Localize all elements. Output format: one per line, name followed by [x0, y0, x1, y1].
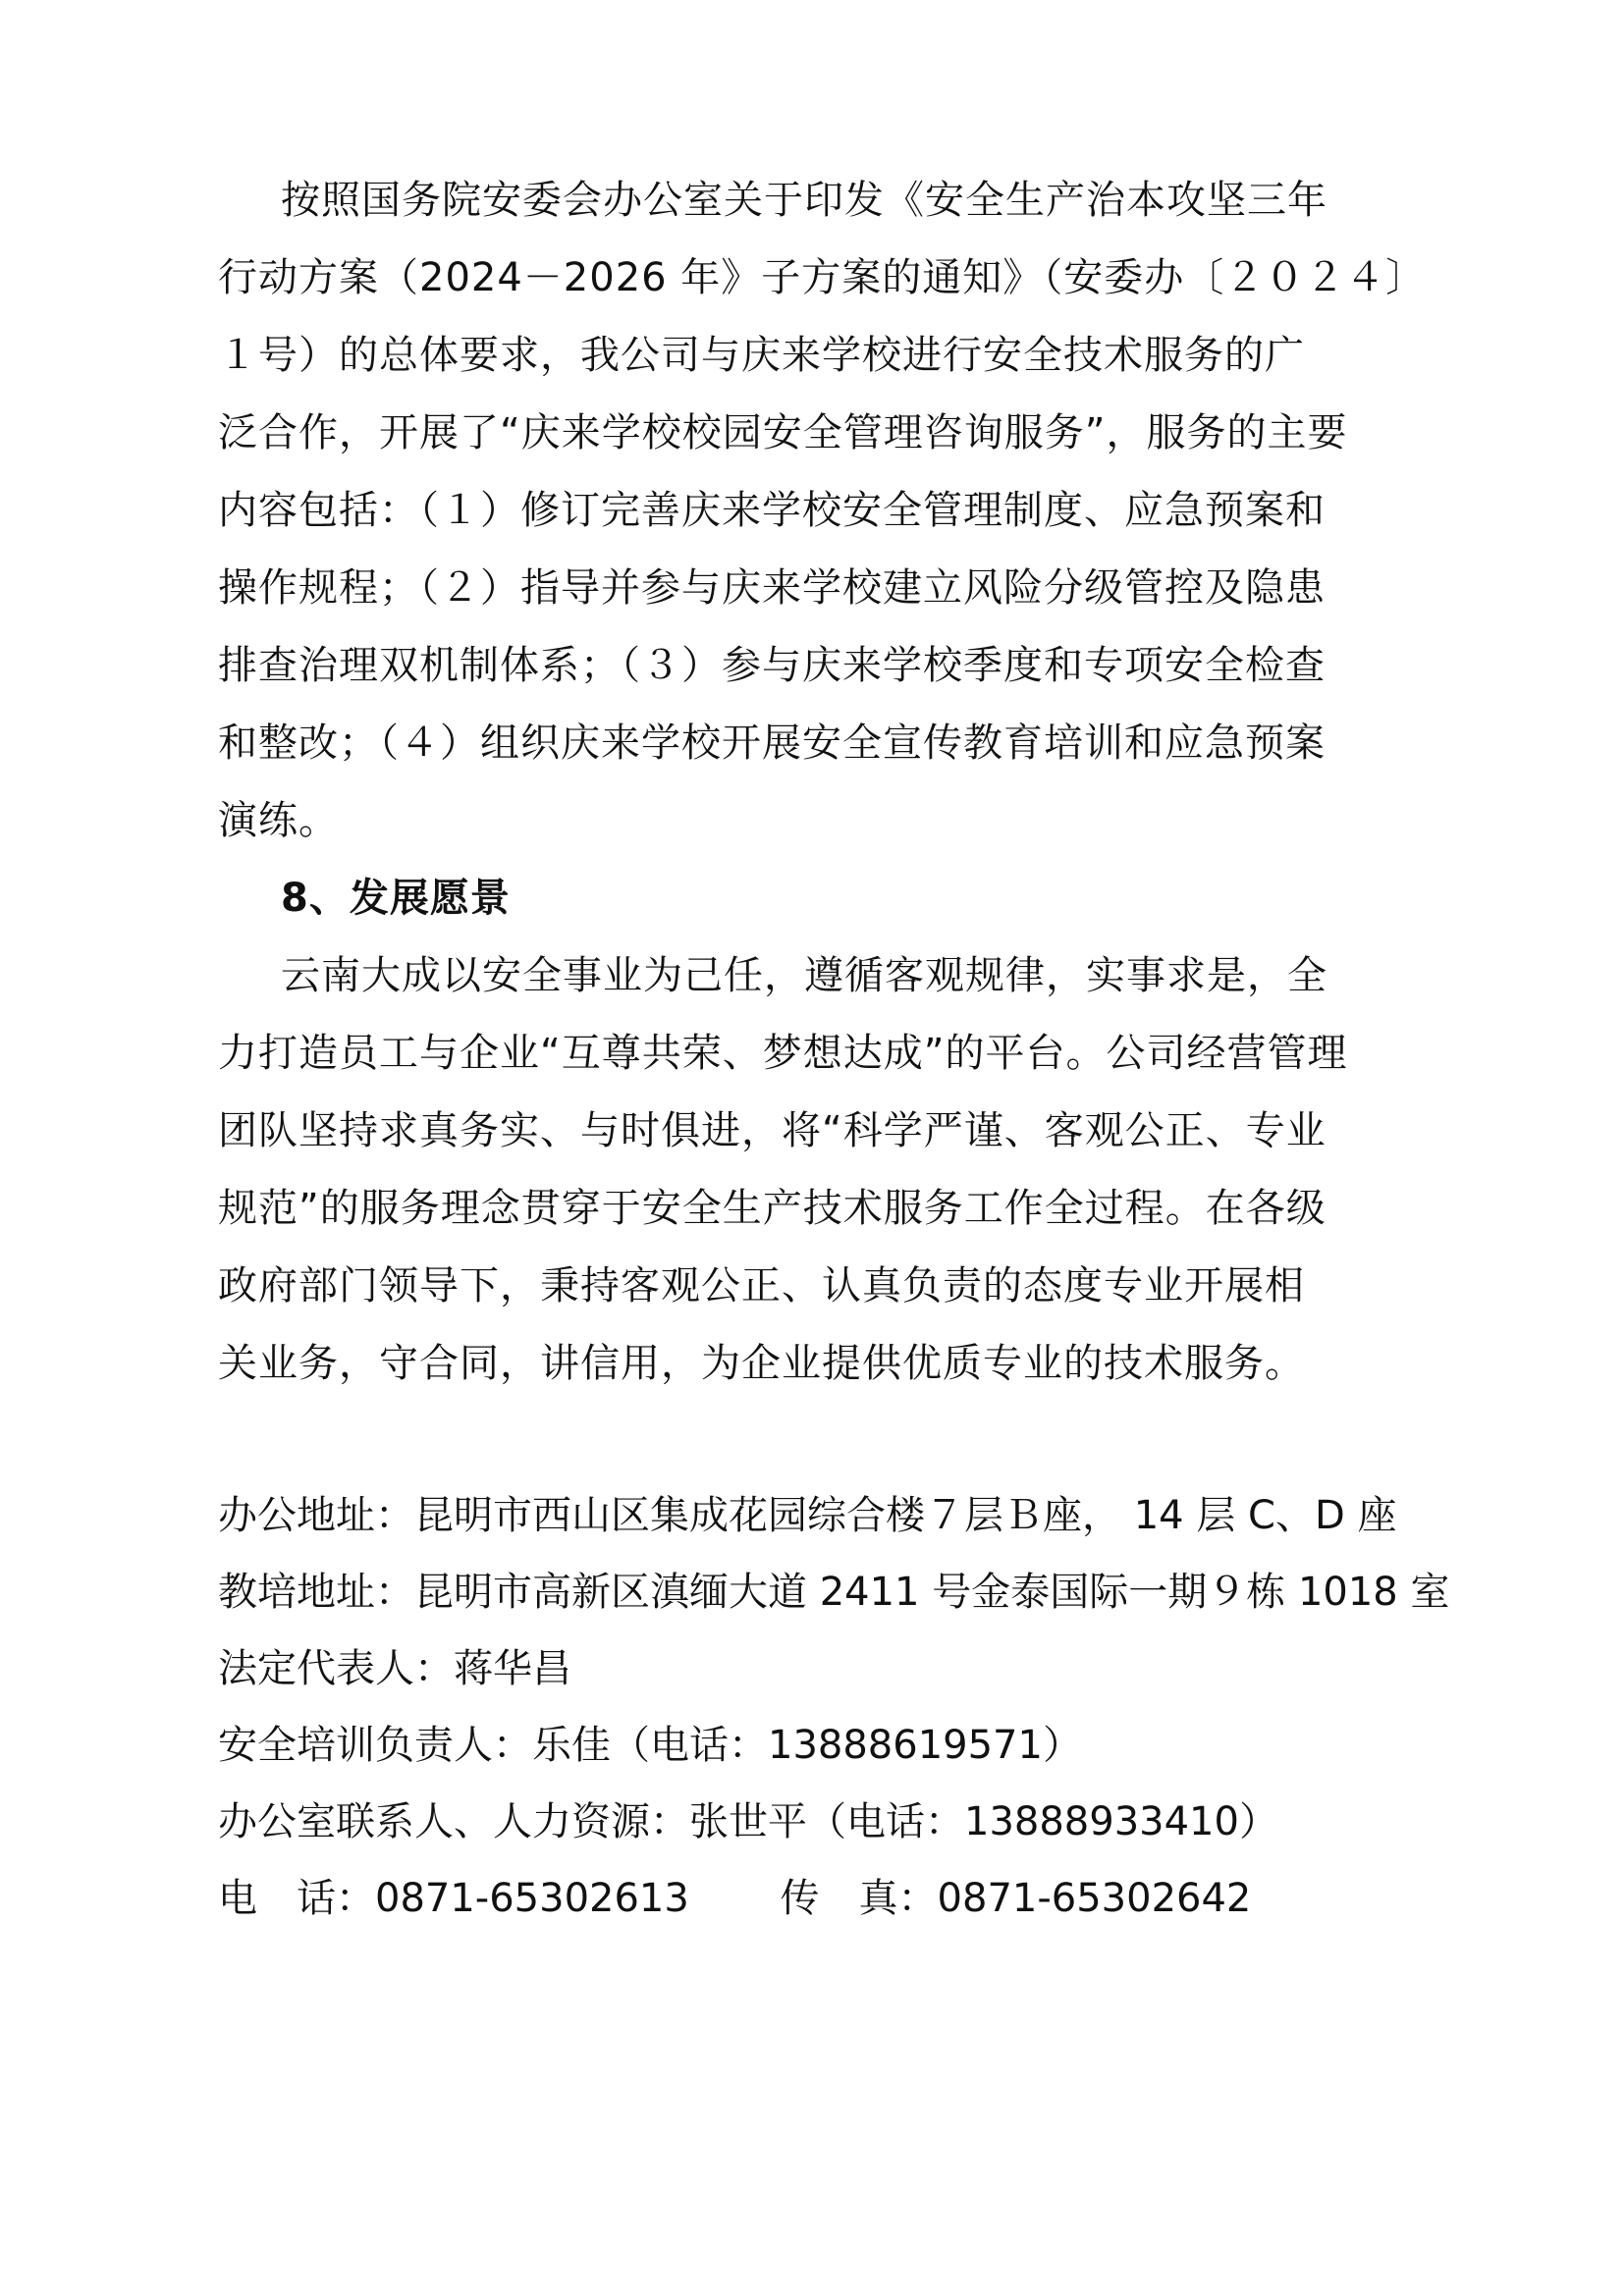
- paragraph-line: 按照国务院安委会办公室关于印发《安全生产治本攻坚三年: [281, 178, 1327, 223]
- phone-number: 电 话：0871-65302613: [218, 1876, 689, 1921]
- paragraph-line: １号）的总体要求，我公司与庆来学校进行安全技术服务的广: [218, 333, 1305, 378]
- training-contact: 安全培训负责人：乐佳（电话：13888619571）: [218, 1723, 1082, 1768]
- phone-fax-line: [218, 1860, 1424, 1937]
- contact-info: [218, 1477, 1450, 1937]
- paragraph-line: 力打造员工与企业“互尊共荣、梦想达成”的平台。公司经营管理: [218, 1031, 1348, 1076]
- training-address: 教培地址：昆明市高新区滇缅大道 2411 号金泰国际一期９栋 1018 室: [218, 1570, 1450, 1615]
- legal-representative: 法定代表人：蒋华昌: [218, 1646, 571, 1691]
- vision-section: [218, 860, 1424, 1403]
- paragraph-line: 团队坚持求真务实、与时俱进，将“科学严谨、客观公正、专业: [218, 1108, 1326, 1153]
- paragraph-line: 演练。: [218, 798, 339, 843]
- paragraph-line: 泛合作，开展了“庆来学校校园安全管理咨询服务”，服务的主要: [218, 410, 1348, 455]
- office-address: 办公地址：昆明市西山区集成花园综合楼７层Ｂ座， 14 层 C、D 座: [218, 1493, 1397, 1538]
- paragraph-line: 排查治理双机制体系；（３）参与庆来学校季度和专项安全检查: [218, 643, 1326, 688]
- paragraph-line: 和整改；（４）组织庆来学校开展安全宣传教育培训和应急预案: [218, 721, 1326, 766]
- paragraph-line: 操作规程；（２）指导并参与庆来学校建立风险分级管控及隐患: [218, 565, 1326, 611]
- intro-paragraph: [218, 162, 1427, 860]
- fax-number: 传 真：0871-65302642: [780, 1876, 1252, 1921]
- paragraph-line: 内容包括：（１）修订完善庆来学校安全管理制度、应急预案和: [218, 488, 1326, 533]
- office-contact: 办公室联系人、人力资源：张世平（电话：13888933410）: [218, 1799, 1278, 1844]
- paragraph-line: 关业务，守合同，讲信用，为企业提供优质专业的技术服务。: [218, 1341, 1305, 1386]
- paragraph-line: 云南大成以安全事业为己任，遵循客观规律，实事求是，全: [281, 953, 1327, 998]
- paragraph-line: 行动方案（2024－2026 年》子方案的通知》（安委办〔２０２４〕: [218, 255, 1427, 300]
- paragraph-line: 政府部门领导下，秉持客观公正、认真负责的态度专业开展相: [218, 1263, 1305, 1308]
- section-heading: 8、发展愿景: [281, 876, 511, 921]
- paragraph-line: 规范”的服务理念贯穿于安全生产技术服务工作全过程。在各级: [218, 1186, 1326, 1231]
